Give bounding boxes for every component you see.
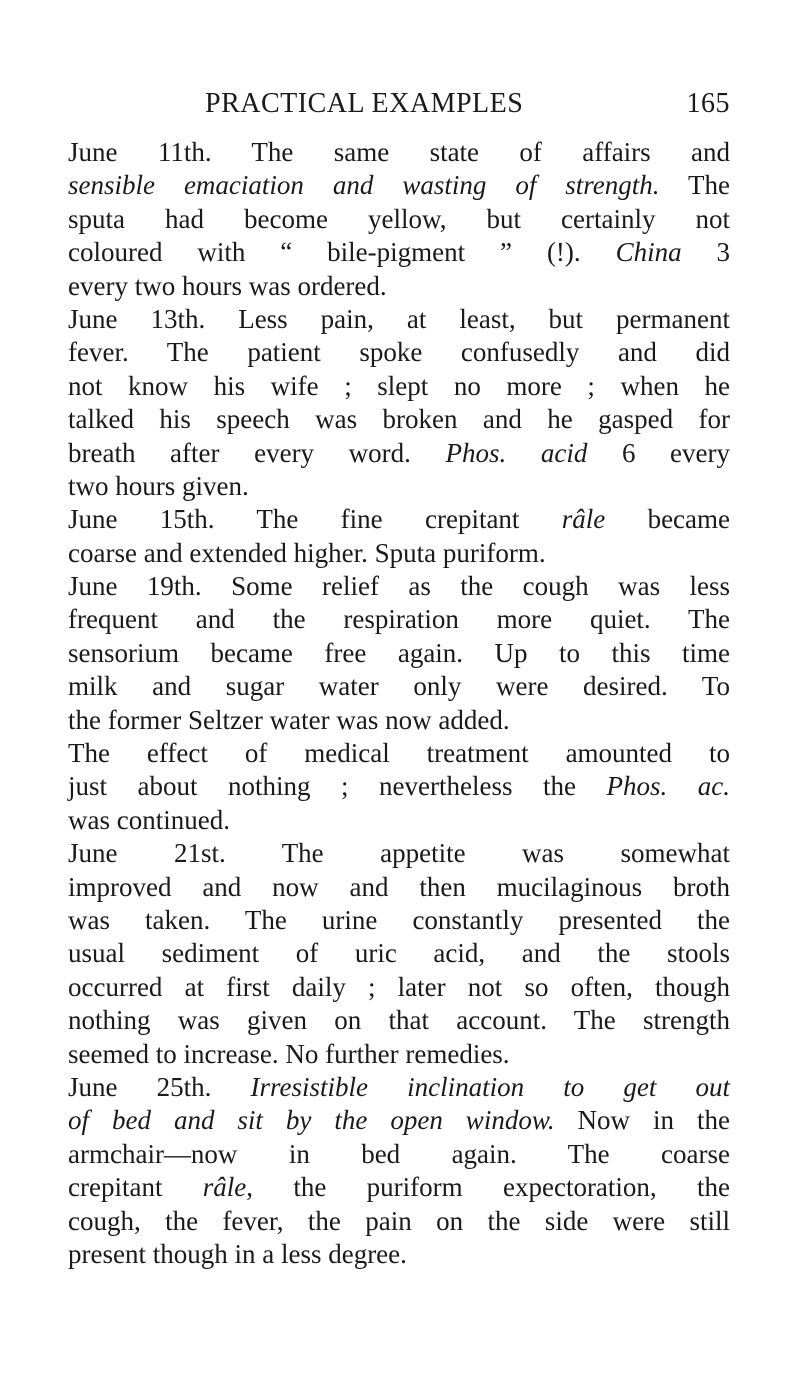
text-line	[68, 503, 730, 536]
text-segment: became	[605, 504, 731, 535]
text-line	[68, 570, 730, 603]
page-number: 165	[686, 88, 730, 119]
page-header	[205, 88, 730, 128]
text-line	[68, 470, 730, 503]
running-title: PRACTICAL EXAMPLES	[205, 88, 524, 119]
text-line	[68, 437, 730, 470]
text-line	[68, 1138, 730, 1171]
text-line	[68, 1104, 730, 1137]
text-segment: frequent and the respiration more quiet. The	[68, 604, 730, 635]
text-line	[68, 704, 730, 737]
text-segment: June 19th. Some relief as the cough was less	[68, 571, 730, 602]
text-segment: present though in a less degree.	[68, 1238, 407, 1269]
text-segment: not know his wife ; slept no more ; when he	[68, 370, 730, 401]
text-segment: 3	[681, 237, 731, 268]
text-segment: crepitant	[68, 1172, 203, 1203]
text-segment: sensorium became free again. Up to this time	[68, 637, 730, 668]
text-line	[68, 1004, 730, 1037]
text-segment: , the puriform expectoration, the	[246, 1172, 730, 1203]
text-line	[68, 804, 730, 837]
text-segment: was continued.	[68, 804, 230, 835]
text-segment: June 25th.	[68, 1071, 251, 1102]
text-segment: Now in the	[554, 1105, 731, 1136]
body-text	[68, 136, 730, 1271]
text-line	[68, 1171, 730, 1204]
text-line	[68, 904, 730, 937]
text-line	[68, 937, 730, 970]
italic-phrase: sensible emaciation and wasting of strength.	[68, 170, 660, 201]
text-segment: coloured with “ bile-pigment ” (!).	[68, 237, 616, 268]
text-segment: usual sediment of uric acid, and the stools	[68, 938, 730, 969]
text-line	[68, 603, 730, 636]
text-segment: fever. The patient spoke confusedly and did	[68, 337, 730, 368]
text-segment: coarse and extended higher. Sputa puriform.	[68, 537, 546, 568]
text-segment: June 15th. The fine crepitant	[68, 504, 562, 535]
text-segment: milk and sugar water only were desired. To	[68, 671, 730, 702]
text-line	[68, 871, 730, 904]
italic-phrase: Phos. ac.	[606, 771, 730, 802]
text-segment: 6 every	[587, 437, 730, 468]
text-line	[68, 971, 730, 1004]
text-line	[68, 637, 730, 670]
italic-phrase: China	[615, 237, 682, 268]
text-segment: sputa had become yellow, but certainly not	[68, 203, 730, 234]
text-segment: seemed to increase. No further remedies.	[68, 1038, 510, 1069]
text-segment: two hours given.	[68, 470, 249, 501]
text-segment: cough, the fever, the pain on the side were still	[68, 1205, 730, 1236]
text-line	[68, 1071, 730, 1104]
text-segment: every two hours was ordered.	[68, 270, 387, 301]
text-segment: was taken. The urine constantly presented the	[68, 904, 730, 935]
text-segment: June 11th. The same state of affairs and	[68, 137, 730, 167]
text-segment: nothing was given on that account. The strength	[68, 1005, 730, 1036]
text-segment: June 13th. Less pain, at least, but permanent	[68, 303, 730, 334]
italic-phrase: Phos. acid	[445, 437, 588, 468]
italic-phrase: râle	[202, 1172, 247, 1203]
text-line	[68, 370, 730, 403]
text-segment: talked his speech was broken and he gasped for	[68, 404, 730, 435]
text-line	[68, 1038, 730, 1071]
text-segment: the former Seltzer water was now added.	[68, 704, 510, 735]
italic-phrase: Irresistible inclination to get out	[250, 1071, 730, 1102]
text-line	[68, 203, 730, 236]
text-segment: armchair—now in bed again. The coarse	[68, 1138, 730, 1169]
text-segment: The	[659, 170, 730, 201]
text-segment: June 21st. The appetite was somewhat	[68, 838, 730, 869]
text-line	[68, 303, 730, 336]
text-segment: occurred at first daily ; later not so often, though	[68, 971, 730, 1002]
text-line	[68, 270, 730, 303]
text-line	[68, 169, 730, 202]
text-line	[68, 336, 730, 369]
text-segment: improved and now and then mucilaginous broth	[68, 871, 730, 902]
text-line	[68, 236, 730, 269]
text-line	[68, 737, 730, 770]
text-line	[68, 537, 730, 570]
italic-phrase: of bed and sit by the open window.	[68, 1105, 555, 1136]
text-segment: breath after every word.	[68, 437, 446, 468]
text-line	[68, 136, 730, 169]
text-line	[68, 837, 730, 870]
text-line	[68, 770, 730, 803]
text-line	[68, 670, 730, 703]
text-line	[68, 1238, 730, 1271]
text-segment: The effect of medical treatment amounted to	[68, 738, 730, 769]
text-line	[68, 1205, 730, 1238]
text-segment: just about nothing ; nevertheless the	[68, 771, 607, 802]
italic-phrase: râle	[561, 504, 606, 535]
text-line	[68, 403, 730, 436]
